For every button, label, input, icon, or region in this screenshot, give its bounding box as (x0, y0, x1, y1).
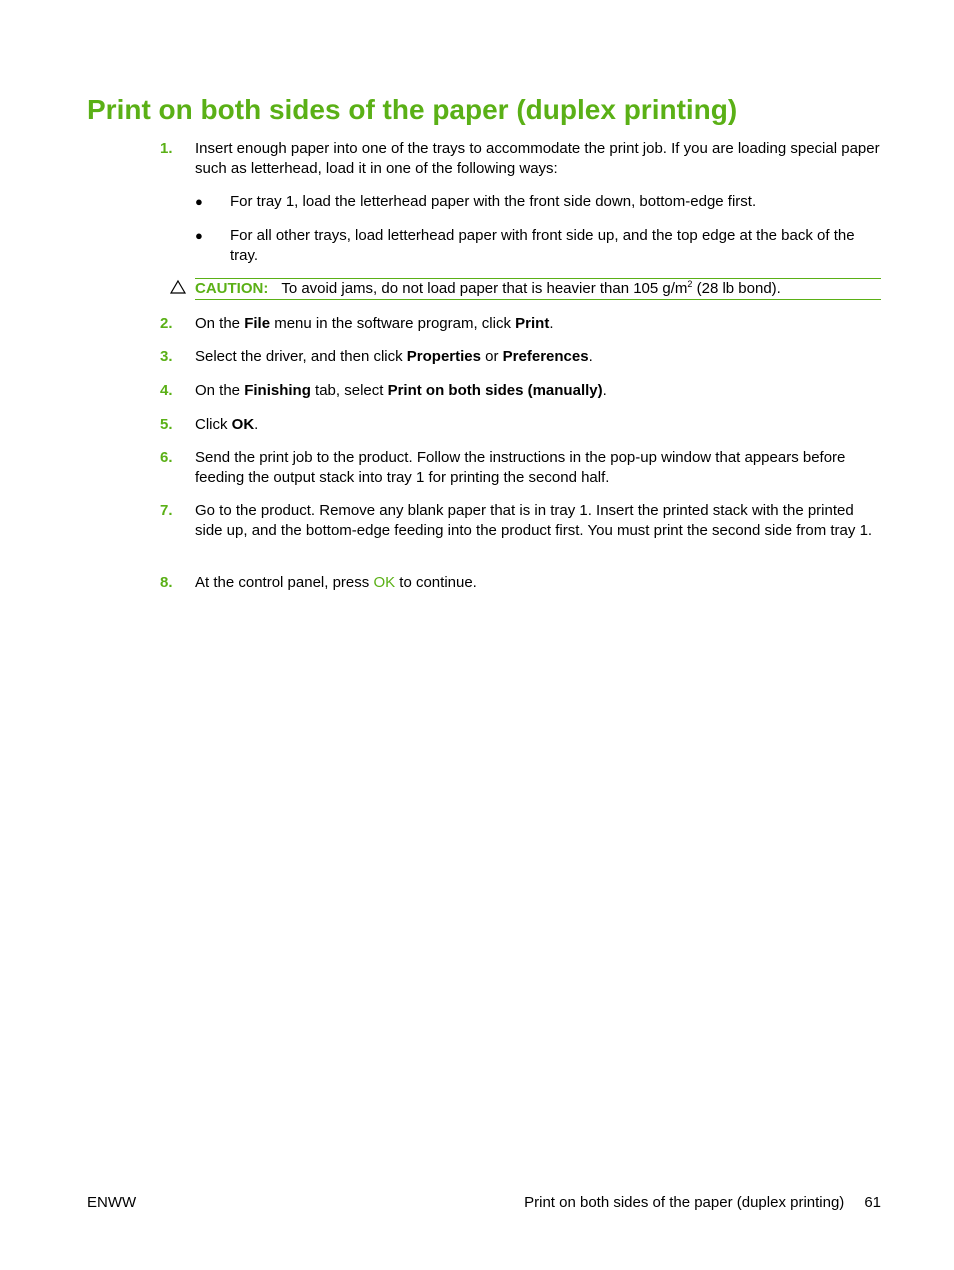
step-number: 7. (160, 502, 173, 519)
footer-right (524, 1193, 881, 1213)
caution-superscript: 2 (687, 279, 693, 289)
bullet-icon: ● (195, 228, 203, 243)
bullet-text: For all other trays, load letterhead paper with front side up, and the top edge at the back of the tray. (230, 227, 855, 264)
text-run: Select the driver, and then click (195, 348, 407, 365)
caution-label: CAUTION: (195, 280, 269, 297)
option-name-duplex: Print on both sides (manually) (387, 382, 603, 399)
menu-name-file: File (244, 315, 271, 332)
footer-left: ENWW (87, 1194, 137, 1211)
text-run: tab, select (310, 382, 388, 399)
step-7 (160, 501, 882, 541)
page-number: 61 (864, 1194, 881, 1211)
step-number: 1. (160, 140, 173, 157)
step-text (195, 381, 882, 401)
step-text: Insert enough paper into one of the trays to accommodate the print job. If you are loading special paper such as letterhead, load it in one of the following ways: (195, 140, 880, 177)
command-name-print: Print (515, 315, 550, 332)
text-run: . (254, 416, 259, 433)
step-number: 8. (160, 574, 173, 591)
text-run: On the (195, 382, 245, 399)
step-text: Go to the product. Remove any blank paper that is in tray 1. Insert the printed stack with the printed side up, and the bottom-edge feeding into the product first. You must print the second side from tray 1. (195, 502, 873, 539)
text-run: or (480, 348, 503, 365)
text-run: At the control panel, press (195, 574, 374, 591)
step-4 (160, 381, 882, 401)
list-item (195, 226, 882, 266)
text-run: to continue. (395, 574, 477, 591)
step-6 (160, 448, 882, 488)
step-text (195, 573, 882, 593)
step-text (195, 415, 882, 435)
list-item (195, 192, 882, 212)
button-name-ok: OK (231, 416, 255, 433)
page-title: Print on both sides of the paper (duplex printing) (87, 94, 738, 125)
caution-text: To avoid jams, do not load paper that is heavier than 105 g/m (281, 280, 688, 297)
step-text (195, 347, 882, 367)
step-5 (160, 415, 882, 435)
step-3 (160, 347, 882, 367)
text-run: Click (195, 416, 232, 433)
step-number: 6. (160, 449, 173, 466)
step-text (195, 314, 882, 334)
tab-name-finishing: Finishing (244, 382, 311, 399)
button-name-preferences: Preferences (502, 348, 589, 365)
footer-section-title: Print on both sides of the paper (duplex printing) (524, 1194, 845, 1211)
step-number: 4. (160, 382, 173, 399)
button-name-properties: Properties (406, 348, 481, 365)
control-panel-ok-button-name: OK (373, 574, 396, 591)
text-run: . (602, 382, 607, 399)
step-number: 2. (160, 315, 173, 332)
step-2 (160, 314, 882, 334)
text-run: On the (195, 315, 245, 332)
step-1 (160, 139, 882, 179)
caution-note (195, 278, 881, 300)
caution-triangle-icon (168, 279, 188, 295)
step-text: Send the print job to the product. Follow the instructions in the pop-up window that appears before feeding the output stack into tray 1 for printing the second half. (195, 449, 846, 486)
text-run: menu in the software program, click (270, 315, 516, 332)
step-number: 5. (160, 416, 173, 433)
caution-text-end: (28 lb bond). (692, 280, 781, 297)
text-run: . (588, 348, 593, 365)
bullet-text: For tray 1, load the letterhead paper with the front side down, bottom-edge first. (230, 193, 757, 210)
bullet-icon: ● (195, 194, 203, 209)
step-8 (160, 573, 882, 593)
text-run: . (549, 315, 554, 332)
step-number: 3. (160, 348, 173, 365)
